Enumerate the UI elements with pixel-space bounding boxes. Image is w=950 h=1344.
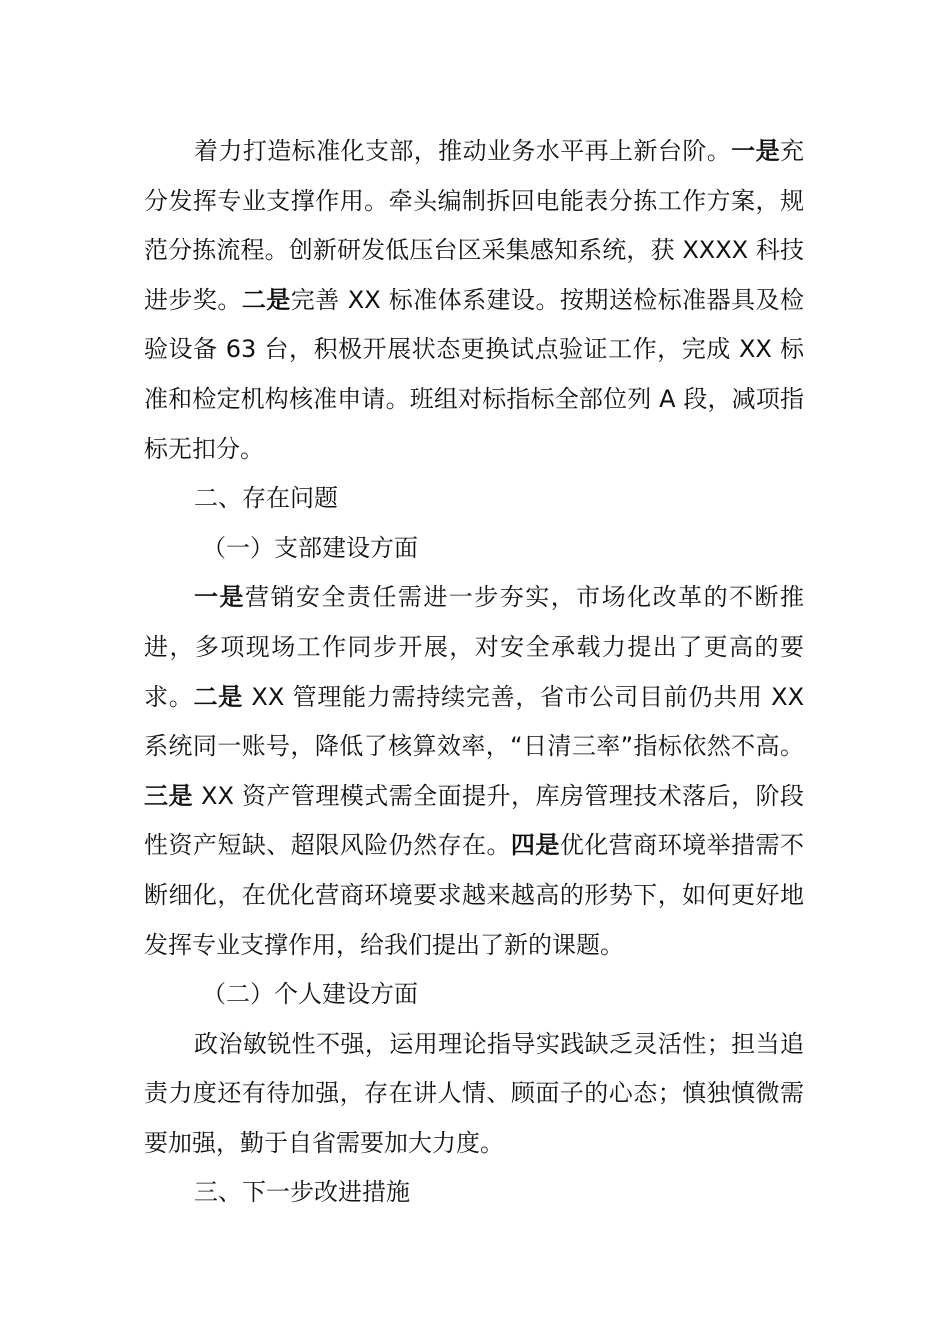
paragraph-text: XX 管理能力需持续完善，省市公司目前仍共用 XX 系统同一账号，降低了核算效率，“日清三率”指标依然不高。 [144, 682, 805, 761]
emphasis-second: 二是 [193, 682, 243, 711]
paragraph-standardization [144, 127, 804, 474]
section-heading-problems: 二、存在问题 [194, 484, 338, 513]
emphasis-first: 一是 [731, 137, 781, 165]
document-body [144, 127, 804, 1218]
emphasis-fourth: 四是 [510, 831, 560, 860]
emphasis-second: 二是 [241, 285, 291, 314]
paragraph-text: 营销安全责任需进一步夯实，市场化改革的不断推进，多项现场工作同步开展，对安全承载力提出了更高的要求。 [144, 583, 805, 711]
paragraph-personal-problems: 政治敏锐性不强，运用理论指导实践缺乏灵活性；担当追责力度还有待加强，存在讲人情、顾面子的心态；慎独慎微需要加强，勤于自省需要加大力度。 [144, 1029, 804, 1157]
paragraph-text: 完善 XX 标准体系建设。按期送检标准器具及检验设备 63 台，积极开展状态更换试点验证工作，完成 XX 标准和检定机构核准申请。班组对标指标全部位列 A 段，减项指标无扣分。 [144, 285, 805, 463]
paragraph-text: 充分发挥专业支撑作用。牵头编制拆回电能表分拣工作方案，规范分拣流程。创新研发低压台区采集感知系统，获 XXXX 科技进步奖。 [144, 137, 805, 314]
paragraph-text: XX 资产管理模式需全面提升，库房管理技术落后，阶段性资产短缺、超限风险仍然存在。 [144, 781, 805, 860]
paragraph-text: 优化营商环境举措需不断细化，在优化营商环境要求越来越高的形势下，如何更好地发挥专业支撑作用，给我们提出了新的课题。 [144, 831, 805, 959]
subsection-heading-personal: （二）个人建设方面 [202, 980, 418, 1009]
paragraph-branch-problems [144, 573, 804, 970]
section-heading-next-steps: 三、下一步改进措施 [194, 1178, 410, 1207]
emphasis-first: 一是 [194, 583, 245, 612]
paragraph-text: 着力打造标准化支部，推动业务水平再上新台阶。 [194, 137, 732, 165]
subsection-heading-branch: （一）支部建设方面 [202, 533, 418, 562]
emphasis-third: 三是 [144, 781, 193, 810]
